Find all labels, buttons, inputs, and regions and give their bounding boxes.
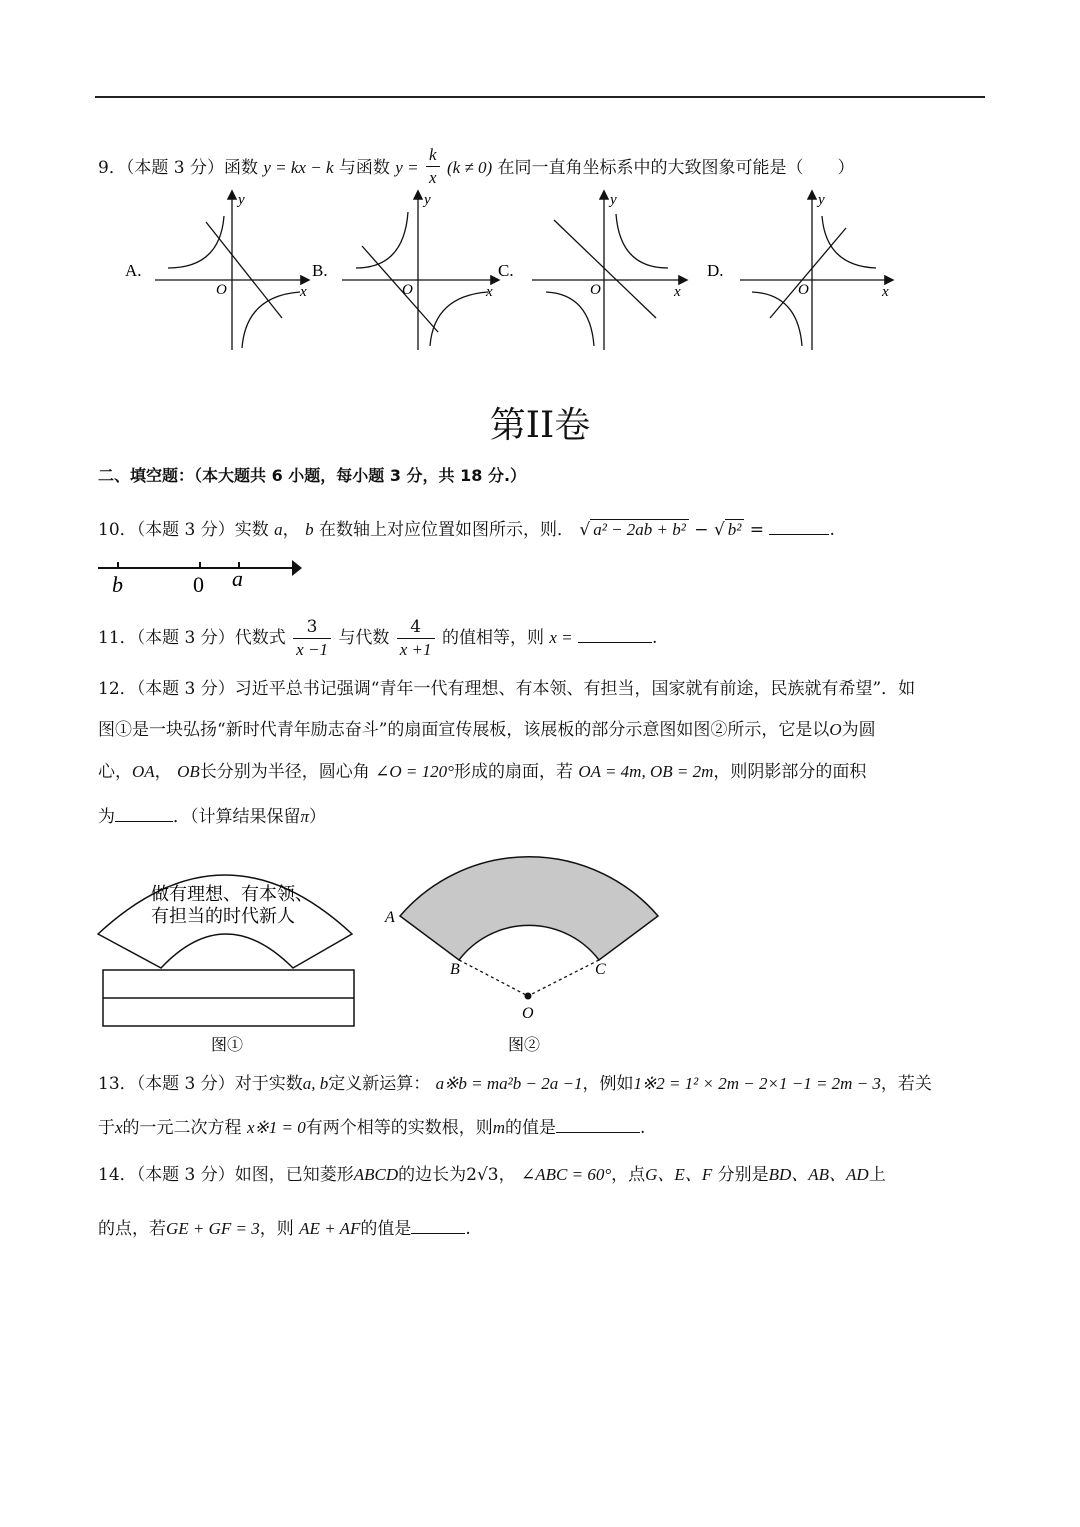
svg-text:x: x [882, 284, 889, 300]
svg-text:O: O [402, 282, 413, 298]
svg-text:x: x [300, 284, 307, 300]
option-a-graph [125, 192, 308, 350]
svg-text:B: B [450, 961, 460, 978]
fig1-caption: 图① [211, 1037, 244, 1054]
question-14-line-2: 的点，若GE + GF = 3，则 AE + AF的值是 . [98, 1215, 471, 1241]
question-10-stem: 10．（本题 3 分）实数 a， b 在数轴上对应位置如图所示，则． √ a² − 2ab + b² − √ b² = . [98, 516, 835, 542]
answer-blank-10[interactable] [769, 516, 829, 535]
question-11-stem: 11．（本题 3 分）代数式 $\frac{3}{x -1}$ 与代数 $\frac{4}{x +1}$ 的值相等，则 x = . [98, 617, 658, 659]
answer-blank-11[interactable] [578, 624, 652, 643]
svg-text:x: x [486, 284, 493, 300]
svg-text:A: A [385, 909, 395, 926]
svg-text:0: 0 [193, 572, 204, 597]
option-b-graph [312, 192, 498, 350]
question-13-line-1: 13．（本题 3 分）对于实数a, b定义新运算： a※b = ma²b − 2a −1，例如1※2 = 1² × 2m − 2×1 −1 = 2m − 3，若关 [98, 1074, 932, 1094]
fig1-slogan-line-2: 有担当的时代新人 [151, 906, 295, 926]
svg-text:y: y [610, 192, 617, 208]
svg-text:b: b [112, 572, 123, 597]
question-12-line-3: 心，OA， OB长分别为半径，圆心角 ∠O = 120°形成的扇面，若 OA = 4m, OB = 2m，则阴影部分的面积 [98, 762, 867, 782]
svg-text:y: y [424, 192, 431, 208]
question-12-line-2: 图①是一块弘扬“新时代青年励志奋斗”的扇面宣传展板，该展板的部分示意图如图②所示，它是以O为圆 [98, 720, 876, 740]
option-c-label: C. [498, 261, 514, 280]
svg-text:a: a [232, 566, 243, 591]
figure-2-sector-diagram [380, 836, 670, 1058]
question-9-option-graphs [120, 186, 910, 356]
fig1-slogan-line-1: 做有理想、有本领、 [151, 884, 313, 904]
section-title: 第II卷 [489, 405, 591, 446]
header-rule [95, 96, 985, 98]
fig2-caption: 图② [508, 1037, 541, 1054]
svg-text:O: O [522, 1005, 534, 1022]
svg-text:O: O [798, 282, 809, 298]
question-12-line-4: 为 ．（计算结果保留π） [98, 803, 326, 829]
question-12-line-1: 12．（本题 3 分）习近平总书记强调“青年一代有理想、有本领、有担当，国家就有前途，民族就有希望”．如 [98, 679, 916, 699]
answer-blank-12[interactable] [115, 803, 173, 822]
svg-text:O: O [590, 282, 601, 298]
svg-text:y: y [238, 192, 245, 208]
answer-blank-13[interactable] [556, 1114, 640, 1133]
answer-blank-14[interactable] [411, 1215, 465, 1234]
option-a-label: A. [125, 261, 142, 280]
question-9-stem: 9．（本题 3 分）函数 y = kx − k 与函数 y = $\frac{k}{x}$ (k ≠ 0) 在同一直角坐标系中的大致图象可能是（ ） [98, 145, 855, 187]
part-2-header: 二、填空题：（本大题共 6 小题，每小题 3 分，共 18 分.） [98, 466, 527, 485]
svg-text:O: O [216, 282, 227, 298]
svg-text:y: y [818, 192, 825, 208]
svg-text:C: C [595, 961, 606, 978]
number-line [96, 556, 306, 598]
option-c-graph [498, 192, 686, 350]
question-13-line-2: 于x的一元二次方程 x※1 = 0有两个相等的实数根，则m的值是 . [98, 1114, 645, 1140]
figure-1-fan-board [95, 836, 365, 1058]
option-b-label: B. [312, 261, 328, 280]
option-d-label: D. [707, 261, 724, 280]
question-14-line-1: 14．（本题 3 分）如图，已知菱形ABCD的边长为2√3， ∠ABC = 60°，点G、E、F 分别是BD、AB、AD上 [98, 1165, 886, 1185]
option-d-graph [707, 192, 892, 350]
svg-text:x: x [674, 284, 681, 300]
